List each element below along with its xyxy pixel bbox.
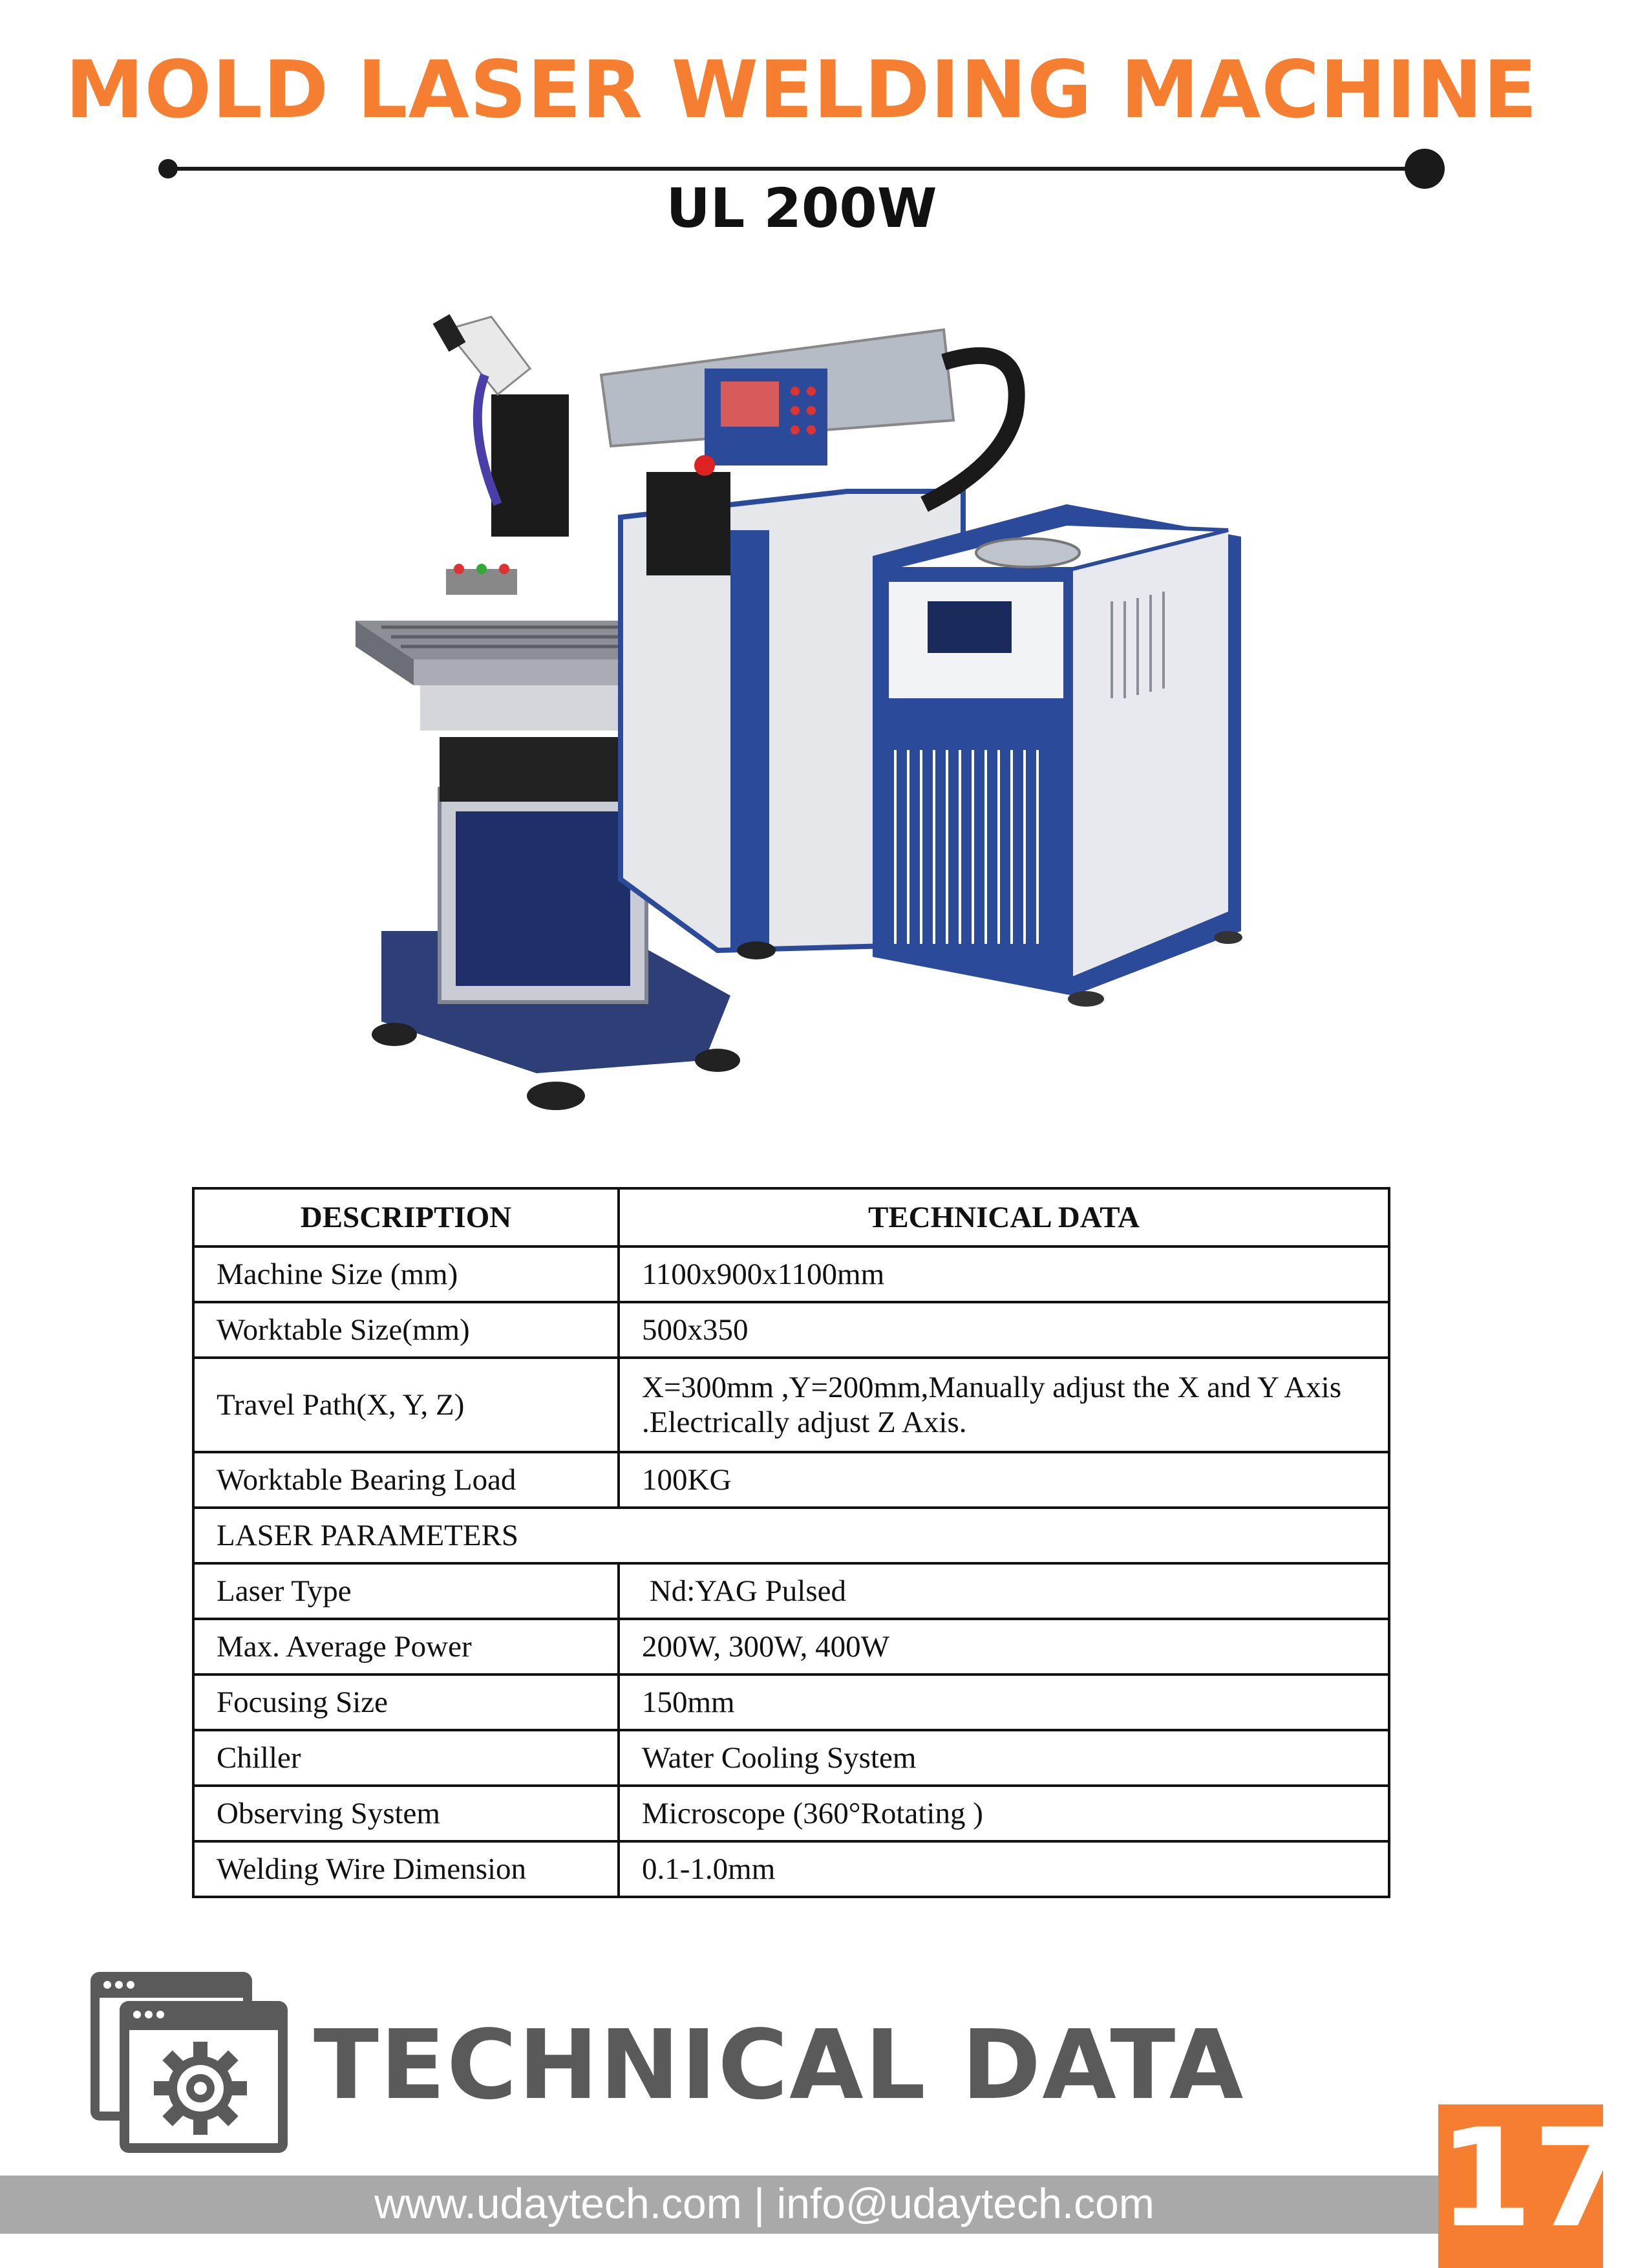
table-row [193, 1841, 1389, 1897]
row-label: Max. Average Power [193, 1619, 619, 1674]
row-value: 150mm [619, 1674, 1389, 1730]
settings-window-icon [90, 1972, 288, 2153]
row-label: Machine Size (mm) [193, 1246, 619, 1302]
section-title: TECHNICAL DATA [314, 2009, 1245, 2121]
divider-dot-left [158, 159, 178, 178]
row-label: Welding Wire Dimension [193, 1841, 619, 1897]
row-label: Worktable Size(mm) [193, 1302, 619, 1358]
row-label: Chiller [193, 1730, 619, 1786]
table-row [193, 1730, 1389, 1786]
header-description: DESCRIPTION [193, 1188, 619, 1246]
row-label: Worktable Bearing Load [193, 1452, 619, 1508]
row-value: 500x350 [619, 1302, 1389, 1358]
row-value: Nd:YAG Pulsed [619, 1563, 1389, 1619]
table-header-row [193, 1188, 1389, 1246]
table-row [193, 1358, 1389, 1452]
laser-welding-machine-image [343, 297, 1260, 1138]
spec-table [192, 1187, 1390, 1898]
section-label: LASER PARAMETERS [193, 1508, 1389, 1563]
row-value: 200W, 300W, 400W [619, 1619, 1389, 1674]
row-value: Microscope (360°Rotating ) [619, 1786, 1389, 1841]
table-row [193, 1246, 1389, 1302]
row-value: X=300mm ,Y=200mm,Manually adjust the X and Y Axis .Electrically adjust Z Axis. [619, 1358, 1389, 1452]
row-value: 1100x900x1100mm [619, 1246, 1389, 1302]
table-row [193, 1786, 1389, 1841]
header-technical-data: TECHNICAL DATA [619, 1188, 1389, 1246]
row-label: Travel Path(X, Y, Z) [193, 1358, 619, 1452]
contact-info: www.udaytech.com | info@udaytech.com [374, 2179, 1154, 2227]
row-label: Observing System [193, 1786, 619, 1841]
row-value: 0.1-1.0mm [619, 1841, 1389, 1897]
table-row [193, 1452, 1389, 1508]
row-label: Laser Type [193, 1563, 619, 1619]
row-value: Water Cooling System [619, 1730, 1389, 1786]
table-row [193, 1619, 1389, 1674]
row-label: Focusing Size [193, 1674, 619, 1730]
table-row [193, 1563, 1389, 1619]
row-value: 100KG [619, 1452, 1389, 1508]
model-subtitle: UL 200W [666, 177, 937, 240]
table-row [193, 1302, 1389, 1358]
table-row [193, 1674, 1389, 1730]
title-divider [158, 165, 1445, 171]
page-title: MOLD LASER WELDING MACHINE [65, 44, 1538, 136]
section-row [193, 1508, 1389, 1563]
page-number: 17 [1438, 2099, 1627, 2258]
